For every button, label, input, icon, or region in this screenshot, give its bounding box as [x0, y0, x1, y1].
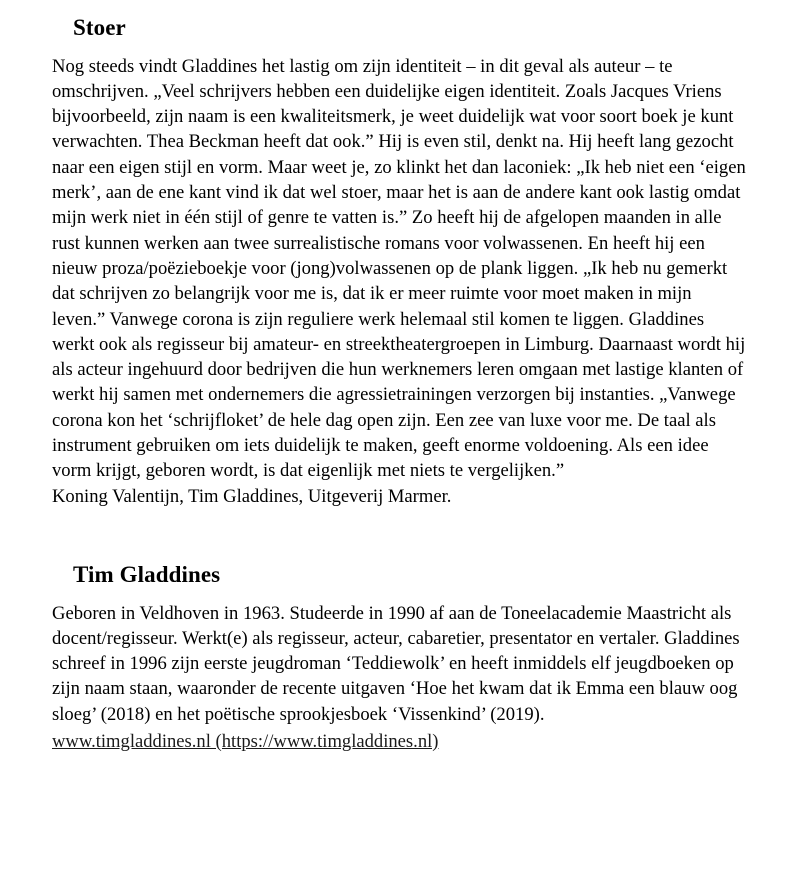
article-paragraph-stoer: Nog steeds vindt Gladdines het lastig om zijn identiteit – in dit geval als auteur – te omschrijven. „Veel schrijvers hebben een duidelijke eigen identiteit. Zoals Jacques Vriens bijvoorbeeld, zijn naam is een kwaliteitsmerk, je weet duidelijk wat voor soort boek je kunt verwachten. Thea Beckman heeft dat ook.” Hij is even stil, denkt na. Hij heeft lang gezocht naar een eigen stijl en vorm. Maar weet je, zo klinkt het dan laconiek: „Ik heb niet een ‘eigen merk’, aan de ene kant vind ik dat wel stoer, maar het is aan de andere kant ook lastig omdat mijn werk niet in één stijl of genre te vatten is.” Zo heeft hij de afgelopen maanden in alle rust kunnen werken aan twee surrealistische romans voor volwassenen. En heeft hij een nieuw proza/poëzieboekje voor (jong)volwassenen op de plank liggen. „Ik heb nu gemerkt dat schrijven zo belangrijk voor me is, dat ik er meer ruimte voor moet maken in mijn leven.” Vanwege corona is zijn reguliere werk helemaal stil komen te liggen. Gladdines werkt ook als regisseur bij amateur- en streektheatergroepen in Limburg. Daarnaast wordt hij als acteur ingehuurd door bedrijven die hun werknemers leren omgaan met lastige klanten of werkt hij samen met ondernemers die agressietrainingen verzorgen bij instanties. „Vanwege corona kon het ‘schrijfloket’ de hele dag open zijn. Een zee van luxe voor me. De taal als instrument gebruiken om iets duidelijk te maken, geeft enorme voldoening. Als een idee vorm krijgt, geboren wordt, is dat eigenlijk met niets te vergelijken.” [52, 55, 751, 482]
page-title: Stoer [73, 15, 126, 40]
author-website-line [52, 729, 749, 754]
author-bio-paragraph: Geboren in Veldhoven in 1963. Studeerde in 1990 af aan de Toneelacademie Maastricht als docent/regisseur. Werkt(e) als regisseur, acteur, cabaretier, presentator en vertaler. Gladdines schreef in 1996 zijn eerste jeugdroman ‘Teddiewolk’ en heeft inmiddels elf jeugdboeken op zijn naam staan, waaronder de recente uitgaven ‘Hoe het kwam dat ik Emma een blauw oog sloeg’ (2018) en het poëtische sprookjesboek ‘Vissenkind’ (2019). [52, 602, 745, 725]
author-website-link[interactable]: www.timgladdines.nl (https://www.timgladdines.nl) [52, 731, 439, 753]
book-caption: Koning Valentijn, Tim Gladdines, Uitgeverij Marmer. [52, 485, 452, 507]
section-spacer [52, 509, 749, 561]
author-section-title: Tim Gladdines [73, 561, 221, 587]
